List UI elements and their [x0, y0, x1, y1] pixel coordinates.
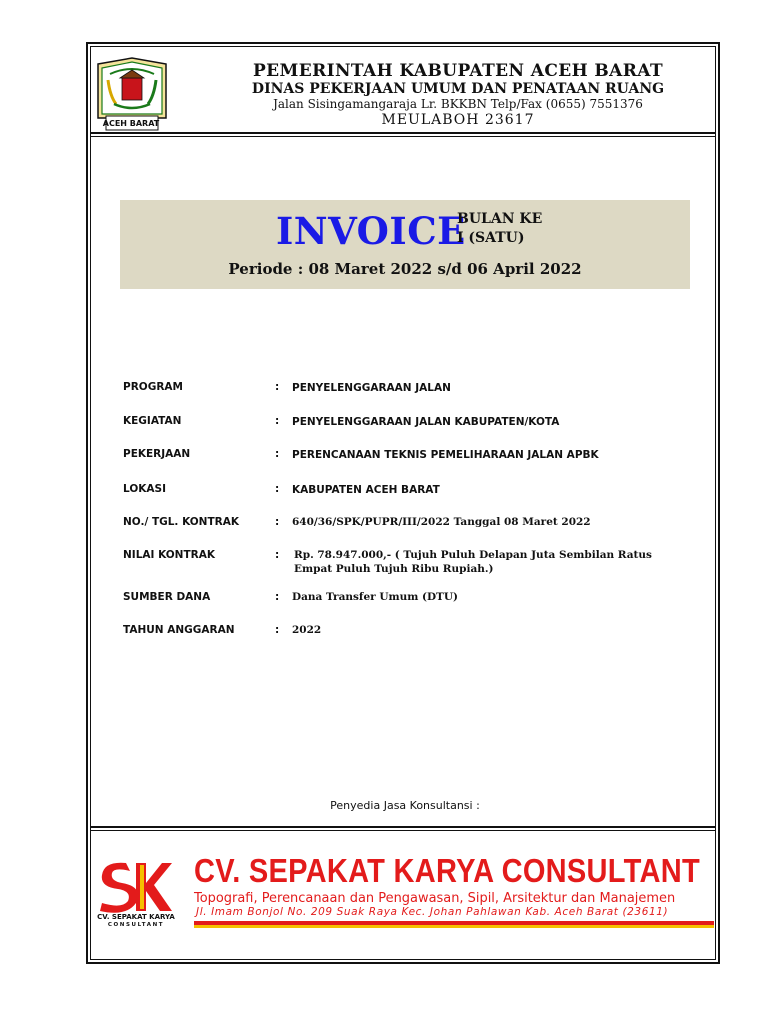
emblem-caption: ACEH BARAT — [102, 119, 160, 128]
field-label-kontrak: NO./ TGL. KONTRAK — [123, 516, 239, 528]
field-value-program: PENYELENGGARAAN JALAN — [292, 382, 451, 394]
field-colon: : — [275, 591, 280, 603]
field-label-lokasi: LOKASI — [123, 483, 166, 495]
field-label-sumber-dana: SUMBER DANA — [123, 591, 211, 603]
field-value-kontrak: 640/36/SPK/PUPR/III/2022 Tanggal 08 Maret 2022 — [292, 516, 591, 528]
header-divider-thin — [90, 136, 716, 137]
field-label-kegiatan: KEGIATAN — [123, 415, 182, 427]
provider-label: Penyedia Jasa Konsultansi : — [330, 799, 480, 812]
field-value-lokasi: KABUPATEN ACEH BARAT — [292, 484, 440, 496]
department-address: Jalan Sisingamangaraja Lr. BKKBN Telp/Fax (0655) 7551376 — [273, 97, 643, 111]
field-colon: : — [275, 624, 280, 636]
footer-stripe-yellow — [194, 925, 714, 928]
sk-logo-caption-sub: CONSULTANT — [107, 922, 165, 928]
field-value-tahun-anggaran: 2022 — [292, 624, 322, 636]
footer-divider — [90, 826, 716, 828]
field-label-tahun-anggaran: TAHUN ANGGARAN — [123, 624, 235, 636]
invoice-period: Periode : 08 Maret 2022 s/d 06 April 2022 — [228, 260, 582, 278]
field-value-sumber-dana: Dana Transfer Umum (DTU) — [292, 591, 458, 603]
government-name: PEMERINTAH KABUPATEN ACEH BARAT — [252, 61, 664, 81]
field-colon: : — [275, 415, 280, 427]
department-city: MEULABOH 23617 — [381, 112, 535, 128]
sk-logo-caption: CV. SEPAKAT KARYA — [97, 913, 175, 921]
month-value: I (SATU) — [457, 230, 525, 246]
field-value-kegiatan: PENYELENGGARAAN JALAN KABUPATEN/KOTA — [292, 416, 560, 428]
field-label-nilai-kontrak: NILAI KONTRAK — [123, 549, 215, 561]
field-value-nilai-kontrak: Rp. 78.947.000,- ( Tujuh Puluh Delapan Juta Sembilan Ratus Empat Puluh Tujuh Ribu Rupiah.) — [294, 549, 652, 575]
company-name: CV. SEPAKAT KARYA CONSULTANT — [194, 852, 700, 889]
invoice-title: INVOICE — [276, 209, 466, 253]
field-value-pekerjaan: PERENCANAAN TEKNIS PEMELIHARAAN JALAN APBK — [292, 449, 599, 461]
field-colon: : — [275, 448, 280, 460]
field-colon: : — [275, 483, 280, 495]
company-services: Topografi, Perencanaan dan Pengawasan, Sipil, Arsitektur dan Manajemen — [194, 890, 676, 906]
month-label: BULAN KE — [457, 211, 543, 227]
field-colon: : — [275, 381, 280, 393]
inner-frame — [90, 46, 716, 960]
header-divider — [90, 132, 716, 134]
field-colon: : — [275, 549, 280, 561]
field-colon: : — [275, 516, 280, 528]
department-name: DINAS PEKERJAAN UMUM DAN PENATAAN RUANG — [251, 81, 665, 97]
field-label-pekerjaan: PEKERJAAN — [123, 448, 191, 460]
footer-divider-thin — [90, 830, 716, 831]
company-address: Jl. Imam Bonjol No. 209 Suak Raya Kec. Johan Pahlawan Kab. Aceh Barat (23611) — [196, 906, 669, 918]
field-label-program: PROGRAM — [123, 381, 183, 393]
